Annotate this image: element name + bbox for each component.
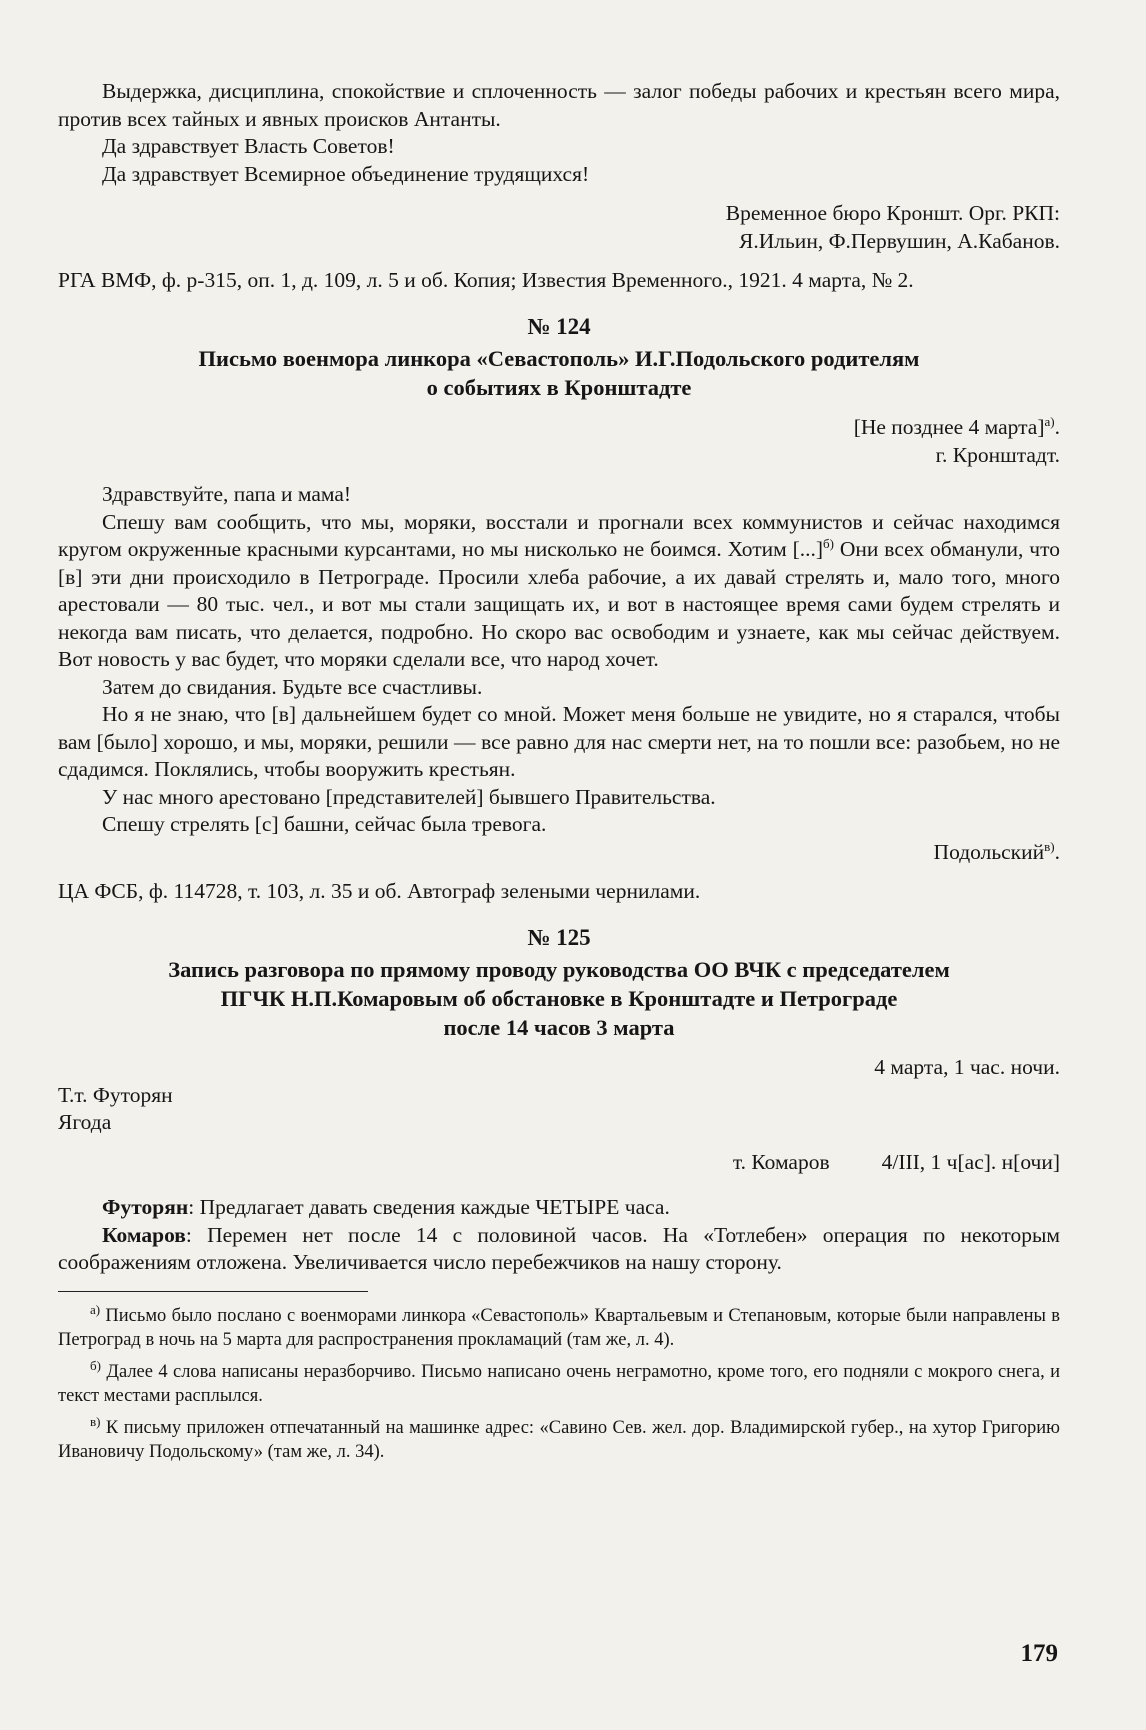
footnote-a <box>58 1301 1060 1353</box>
doc124-source: ЦА ФСБ, ф. 114728, т. 103, л. 35 и об. Автограф зелеными чернилами. <box>58 879 701 903</box>
doc123-slogan: Да здравствует Всемирное объединение трудящихся! <box>102 161 590 186</box>
doc125-title <box>58 955 1060 1042</box>
doc125-addressee: Ягода <box>58 1110 112 1134</box>
doc125-sender-time: 4/III, 1 ч[ас]. н[очи] <box>881 1149 1060 1174</box>
doc123-signature: Временное бюро Кроншт. Орг. РКП: <box>725 201 1060 225</box>
footnote-text: Далее 4 слова написаны неразборчиво. Письмо написано очень неграмотно, кроме того, его подняли с мокрого снега, и текст местами расплылся. <box>58 1361 1060 1406</box>
doc124-date-text: [Не позднее 4 марта] <box>853 415 1045 439</box>
doc124-number: № 124 <box>527 313 591 339</box>
footnote-ref-a: а) <box>1044 413 1055 429</box>
speaker-komarov: Комаров <box>102 1222 186 1247</box>
speech-komarov: : Перемен нет после 14 с половиной часов. На «Тотлебен» операция по некоторым соображениям отложена. Увеличивается число перебежчиков на нашу сторону. <box>58 1222 1060 1274</box>
doc125-date: 4 марта, 1 час. ночи. <box>874 1055 1060 1079</box>
doc124-paragraph: Но я не знаю, что [в] дальнейшем будет со мной. Может меня больше не увидите, но я старался, чтобы вам [было] хорошо, и мы, моряки, решили — все равно для нас смерти нет, на то пошли все: разобьем, но не сдадимся. Поклялись, чтобы вооружить крестьян. <box>58 702 1060 781</box>
doc123-source: РГА ВМФ, ф. р-315, оп. 1, д. 109, л. 5 и об. Копия; Известия Временного., 1921. 4 марта, № 2. <box>58 268 914 292</box>
doc125-title-line3: после 14 часов 3 марта <box>443 1015 675 1040</box>
doc124-greeting: Здравствуйте, папа и мама! <box>102 482 352 506</box>
footnote-mark: а) <box>90 1301 101 1317</box>
doc125-number: № 125 <box>527 924 591 950</box>
doc124-signature: Подольский$^{в)}$. <box>933 838 1060 864</box>
doc124-paragraph: У нас много арестовано [представителей] бывшего Правительства. <box>102 784 716 809</box>
doc124-title <box>58 344 1060 402</box>
doc123-signatories: Я.Ильин, Ф.Первушин, А.Кабанов. <box>739 228 1060 253</box>
doc125-dialogue <box>58 1194 1060 1222</box>
speaker-futoryan: Футорян <box>102 1195 189 1219</box>
footnote-ref-b: б) <box>823 535 834 551</box>
doc123-paragraph: Выдержка, дисциплина, спокойствие и сплоченность — залог победы рабочих и крестьян всего мира, против всех тайных и явных происков Антанты. <box>58 79 1060 131</box>
doc125-sender <box>58 1149 1060 1177</box>
doc124-place: г. Кронштадт. <box>935 442 1060 467</box>
page-content <box>58 78 1060 1472</box>
doc125-addressee: Т.т. Футорян <box>58 1082 173 1107</box>
footnote-b <box>58 1357 1060 1409</box>
footnote-mark: в) <box>90 1413 101 1429</box>
doc124-paragraph: Спешу стрелять [с] башни, сейчас была тревога. <box>102 812 547 836</box>
doc124-paragraph: Затем до свидания. Будьте все счастливы. <box>102 674 483 699</box>
doc124-p1-part2: Они всех обманули, что [в] эти дни происходило в Петрограде. Просили хлеба рабочие, а их давай стрелять и, мало того, много арестовали — 80 тыс. чел., и вот мы стали защищать их, и вот в настоящее время сами будем стрелять и некогда вам писать, что делается, подробно. Но скоро вас освободим и узнаете, как мы сейчас действуем. Вот новость у вас будет, что моряки сделали все, что народ хочет. <box>58 537 1060 671</box>
doc124-title-line2: о событиях в Кронштадте <box>426 375 692 400</box>
doc125-dialogue <box>58 1222 1060 1277</box>
speech-futoryan: : Предлагает давать сведения каждые ЧЕТЫРЕ часа. <box>188 1195 670 1219</box>
doc123-slogan: Да здравствует Власть Советов! <box>102 134 395 158</box>
footnote-text: К письму приложен отпечатанный на машинке адрес: «Савино Сев. жел. дор. Владимирской губер., на хутор Григорию Ивановичу Подольскому» (там же, л. 34). <box>58 1417 1060 1462</box>
footnote-text: Письмо было послано с военморами линкора «Севастополь» Квартальевым и Степановым, которые были направлены в Петроград в ночь на 5 марта для распространения прокламаций (там же, л. 4). <box>58 1305 1060 1350</box>
doc124-p1-part1: Спешу вам сообщить, что мы, моряки, восстали и прогнали всех коммунистов и сейчас находимся кругом окруженные красными курсантами, но мы нисколько не боимся. Хотим [...] <box>58 509 1060 561</box>
doc124-date: [Не позднее 4 марта]$^{а)}$. <box>853 413 1060 439</box>
doc124-title-line1: Письмо военмора линкора «Севастополь» И.Г.Подольского родителям <box>198 346 920 371</box>
footnote-divider <box>58 1291 368 1292</box>
footnote-mark: б) <box>90 1357 101 1373</box>
footnote-ref-v: в) <box>1044 838 1055 854</box>
doc125-title-line1: Запись разговора по прямому проводу руководства ОО ВЧК с председателем <box>168 957 950 982</box>
doc124-signature-text: Подольский <box>933 839 1045 864</box>
doc125-sender-name: т. Комаров <box>732 1149 830 1174</box>
footnote-v <box>58 1413 1060 1465</box>
page-number: 179 <box>1020 1640 1058 1667</box>
doc125-title-line2: ПГЧК Н.П.Комаровым об обстановке в Кронштадте и Петрограде <box>220 986 898 1011</box>
doc124-paragraph <box>58 509 1060 674</box>
